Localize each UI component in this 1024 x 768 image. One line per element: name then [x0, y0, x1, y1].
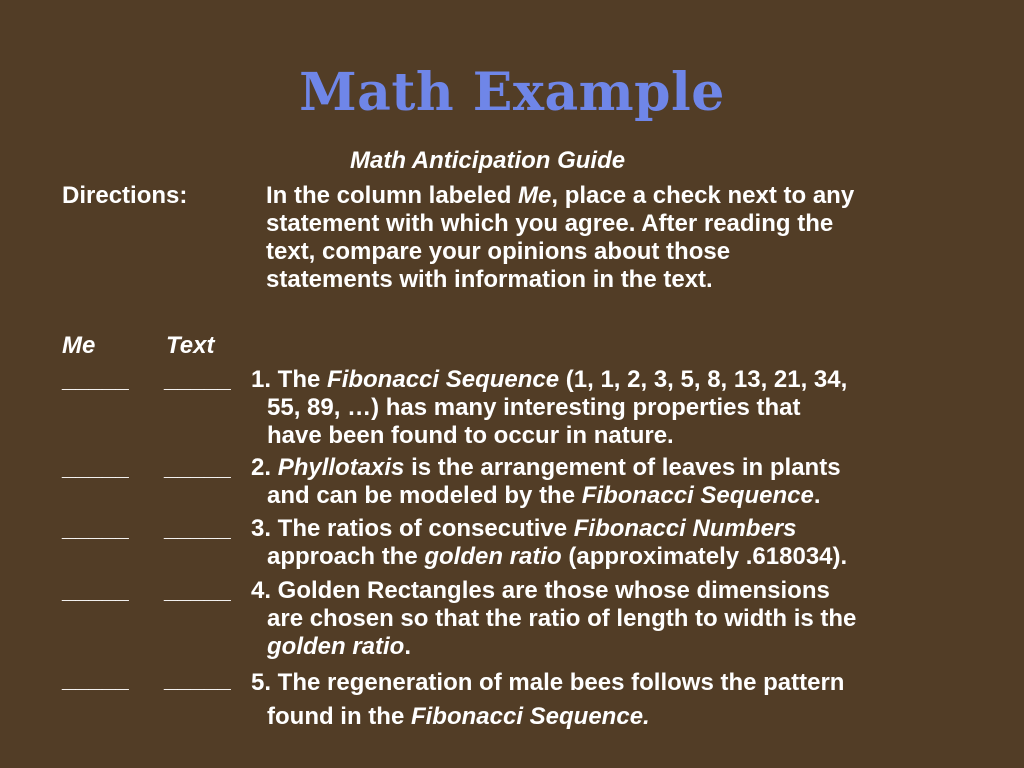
emphasized-term: Fibonacci Numbers — [573, 515, 797, 542]
line-segment: found in the — [267, 703, 411, 730]
line-segment: and can be modeled by the — [267, 482, 582, 509]
emphasized-term: Me — [518, 182, 552, 209]
statement-line — [251, 366, 847, 394]
statement-line — [267, 543, 847, 571]
text-check-blank[interactable]: _____ — [164, 577, 231, 604]
line-segment: have been found to occur in nature. — [267, 422, 674, 449]
directions-text — [266, 182, 854, 294]
directions-line — [266, 266, 854, 294]
statement-line — [267, 605, 856, 633]
emphasized-term: Fibonacci Sequence. — [410, 703, 650, 730]
line-segment: 55, 89, …) has many interesting properties that — [267, 394, 801, 421]
line-segment: In the column labeled — [266, 182, 519, 209]
text-check-blank[interactable]: _____ — [164, 666, 231, 693]
line-segment: 4. Golden Rectangles are those whose dimensions — [251, 577, 830, 604]
statement-item — [251, 515, 847, 571]
me-check-blank[interactable]: _____ — [62, 366, 129, 393]
line-segment: . — [813, 482, 821, 509]
emphasized-term: Fibonacci Sequence — [327, 366, 560, 393]
slide-title: Math Example — [299, 62, 725, 123]
statement-item — [251, 366, 847, 450]
statement-line — [251, 515, 847, 543]
line-segment: 1. The — [251, 366, 328, 393]
line-segment: is the arrangement of leaves in plants — [404, 454, 841, 481]
text-check-blank[interactable]: _____ — [164, 515, 231, 542]
me-check-blank[interactable]: _____ — [62, 454, 129, 481]
statement-line — [251, 666, 844, 700]
statement-line — [251, 577, 856, 605]
directions-line — [266, 210, 854, 238]
line-segment: 5. The regeneration of male bees follows the pattern — [251, 669, 845, 696]
line-segment: are chosen so that the ratio of length to width is the — [267, 605, 857, 632]
guide-title: Math Anticipation Guide — [350, 147, 626, 174]
line-segment: , place a check next to any — [551, 182, 855, 209]
column-header-text: Text — [166, 332, 215, 359]
emphasized-term: Phyllotaxis — [277, 454, 405, 481]
statement-line — [267, 700, 844, 734]
text-check-blank[interactable]: _____ — [164, 366, 231, 393]
emphasized-term: Fibonacci Sequence — [581, 482, 814, 509]
text-check-blank[interactable]: _____ — [164, 454, 231, 481]
line-segment: 3. The ratios of consecutive — [251, 515, 574, 542]
line-segment: text, compare your opinions about those — [266, 238, 731, 265]
me-check-blank[interactable]: _____ — [62, 577, 129, 604]
column-header-me: Me — [62, 332, 96, 359]
directions-line — [266, 182, 854, 210]
statement-item — [251, 454, 841, 510]
directions-label: Directions: — [62, 182, 188, 209]
emphasized-term: golden ratio — [267, 633, 405, 660]
line-segment: statement with which you agree. After reading the — [266, 210, 834, 237]
statement-item — [251, 577, 856, 661]
line-segment: (1, 1, 2, 3, 5, 8, 13, 21, 34, — [559, 366, 848, 393]
statement-line — [267, 394, 847, 422]
line-segment: statements with information in the text. — [266, 266, 713, 293]
statement-line — [267, 633, 856, 661]
statement-line — [251, 454, 841, 482]
line-segment: . — [404, 633, 412, 660]
me-check-blank[interactable]: _____ — [62, 515, 129, 542]
line-segment: approach the — [267, 543, 425, 570]
directions-line — [266, 238, 854, 266]
line-segment: (approximately .618034). — [561, 543, 848, 570]
emphasized-term: golden ratio — [424, 543, 562, 570]
statement-line — [267, 482, 841, 510]
statement-line — [267, 422, 847, 450]
statement-item — [251, 666, 844, 734]
me-check-blank[interactable]: _____ — [62, 666, 129, 693]
line-segment: 2. — [251, 454, 278, 481]
